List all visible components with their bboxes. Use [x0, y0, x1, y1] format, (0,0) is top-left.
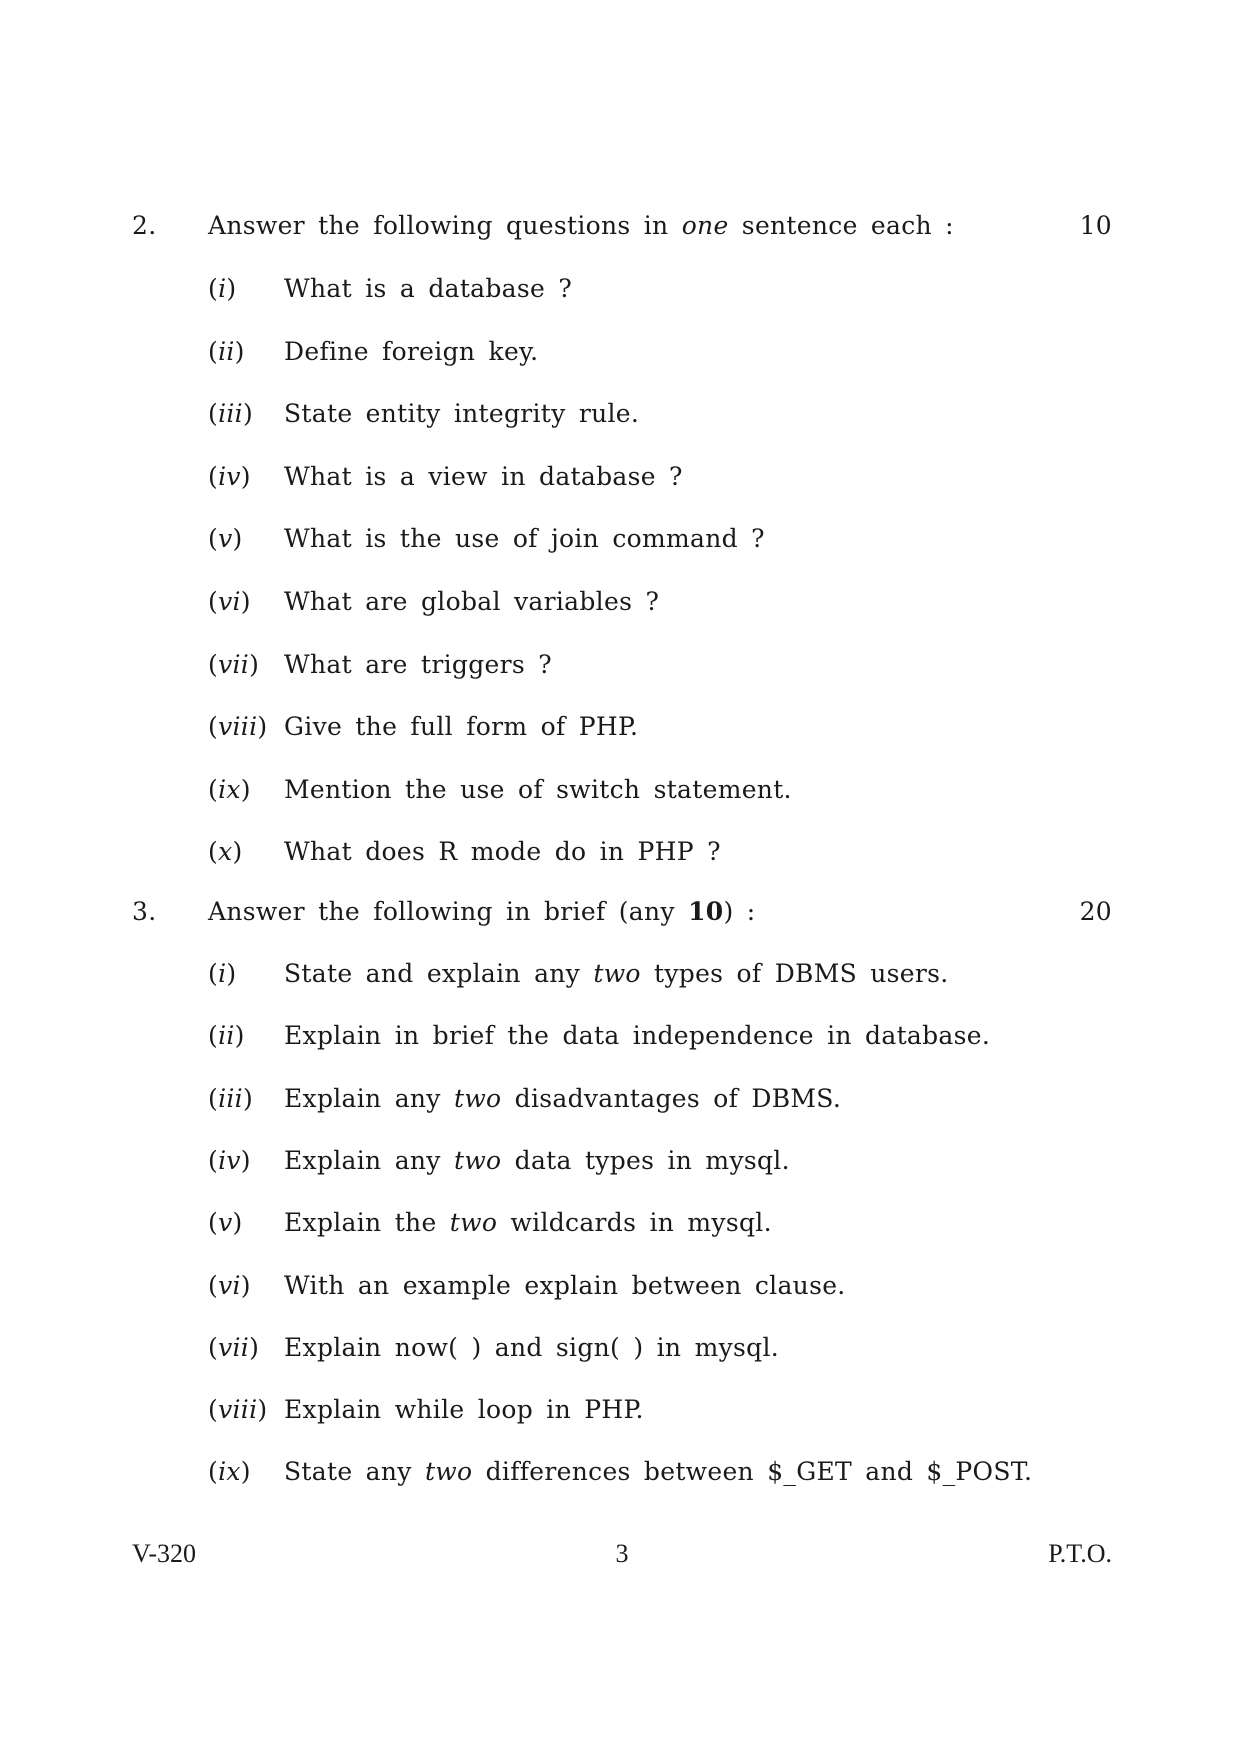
question-text-part: Answer the following questions in [208, 211, 682, 240]
sub-question-text: What is a database ? [284, 274, 573, 303]
sub-question [208, 271, 1108, 307]
sub-question-numeral: (x) [208, 837, 243, 867]
please-turn-over: P.T.O. [1048, 1539, 1112, 1568]
sub-question-text: State any two differences between $_GET and $_POST. [284, 1457, 1033, 1487]
page-footer [132, 1536, 1112, 1572]
page-number: 3 [615, 1539, 629, 1568]
sub-question [208, 1268, 1108, 1304]
question-text [208, 894, 756, 930]
sub-question-numeral: (iv) [208, 461, 251, 491]
sub-question [208, 459, 1108, 495]
sub-question [208, 647, 1108, 683]
question-number: 3. [132, 897, 157, 926]
sub-question-numeral: (ix) [208, 1457, 251, 1487]
sub-question [208, 956, 1108, 992]
sub-question [208, 834, 1108, 870]
sub-question-text: Give the full form of PHP. [284, 712, 639, 742]
sub-question [208, 1205, 1108, 1241]
sub-question-numeral: (iii) [208, 1083, 254, 1113]
sub-question-text: Explain any two disadvantages of DBMS. [284, 1083, 842, 1113]
question-3-header [132, 894, 1112, 930]
sub-question [208, 1392, 1108, 1428]
sub-question-text: Explain the two wildcards in mysql. [284, 1208, 772, 1238]
sub-question-numeral: (iv) [208, 1145, 251, 1175]
sub-question-numeral: (v) [208, 524, 243, 554]
sub-question-numeral: (ii) [208, 336, 245, 366]
sub-question [208, 1454, 1108, 1490]
sub-question [208, 396, 1108, 432]
sub-question-text: Explain in brief the data independence in database. [284, 1021, 991, 1051]
question-2-header [132, 208, 1112, 244]
question-marks: 20 [1079, 897, 1112, 926]
sub-question [208, 521, 1108, 557]
sub-question-text: Explain now( ) and sign( ) in mysql. [284, 1332, 779, 1362]
sub-question-numeral: (ii) [208, 1021, 245, 1051]
sub-question [208, 1018, 1108, 1054]
sub-question [208, 1081, 1108, 1117]
sub-question-numeral: (vii) [208, 1332, 260, 1362]
sub-question-numeral: (vi) [208, 1270, 251, 1300]
sub-question-text: What does R mode do in PHP ? [284, 837, 721, 867]
sub-question-text: What are triggers ? [284, 649, 552, 679]
sub-question-numeral: (viii) [208, 1395, 268, 1425]
sub-question-text: With an example explain between clause. [284, 1270, 846, 1300]
sub-question-numeral: (vii) [208, 649, 260, 679]
question-text-part: Answer the following in brief (any [208, 897, 689, 926]
sub-question-text: What is a view in database ? [284, 461, 683, 491]
sub-question [208, 709, 1108, 745]
sub-question-text: Mention the use of switch statement. [284, 774, 792, 804]
sub-question [208, 334, 1108, 370]
question-text-part: ) : [723, 897, 756, 926]
sub-question-numeral: (vi) [208, 587, 251, 616]
sub-question-text: What is the use of join command ? [284, 524, 765, 554]
sub-question-text: State entity integrity rule. [284, 399, 640, 429]
question-number: 2. [132, 211, 157, 240]
question-text-emphasis: one [681, 211, 729, 240]
sub-question-numeral: (iii) [208, 399, 254, 429]
sub-question-text: Define foreign key. [284, 336, 539, 366]
sub-question-numeral: (i) [208, 274, 237, 303]
question-text [208, 208, 954, 244]
sub-question-text: Explain while loop in PHP. [284, 1395, 644, 1425]
sub-question [208, 584, 1108, 620]
question-text-bold: 10 [688, 897, 724, 926]
sub-question [208, 1330, 1108, 1366]
sub-question-text: State and explain any two types of DBMS users. [284, 959, 949, 988]
sub-question [208, 1143, 1108, 1179]
sub-question-numeral: (v) [208, 1208, 243, 1238]
sub-question-text: What are global variables ? [284, 587, 660, 616]
sub-question-numeral: (viii) [208, 712, 268, 742]
sub-question-numeral: (i) [208, 959, 237, 988]
sub-question-text: Explain any two data types in mysql. [284, 1145, 790, 1175]
question-text-part: sentence each : [728, 211, 954, 240]
sub-question-numeral: (ix) [208, 774, 251, 804]
sub-question [208, 772, 1108, 808]
question-marks: 10 [1079, 211, 1112, 240]
paper-code: V-320 [132, 1539, 197, 1568]
